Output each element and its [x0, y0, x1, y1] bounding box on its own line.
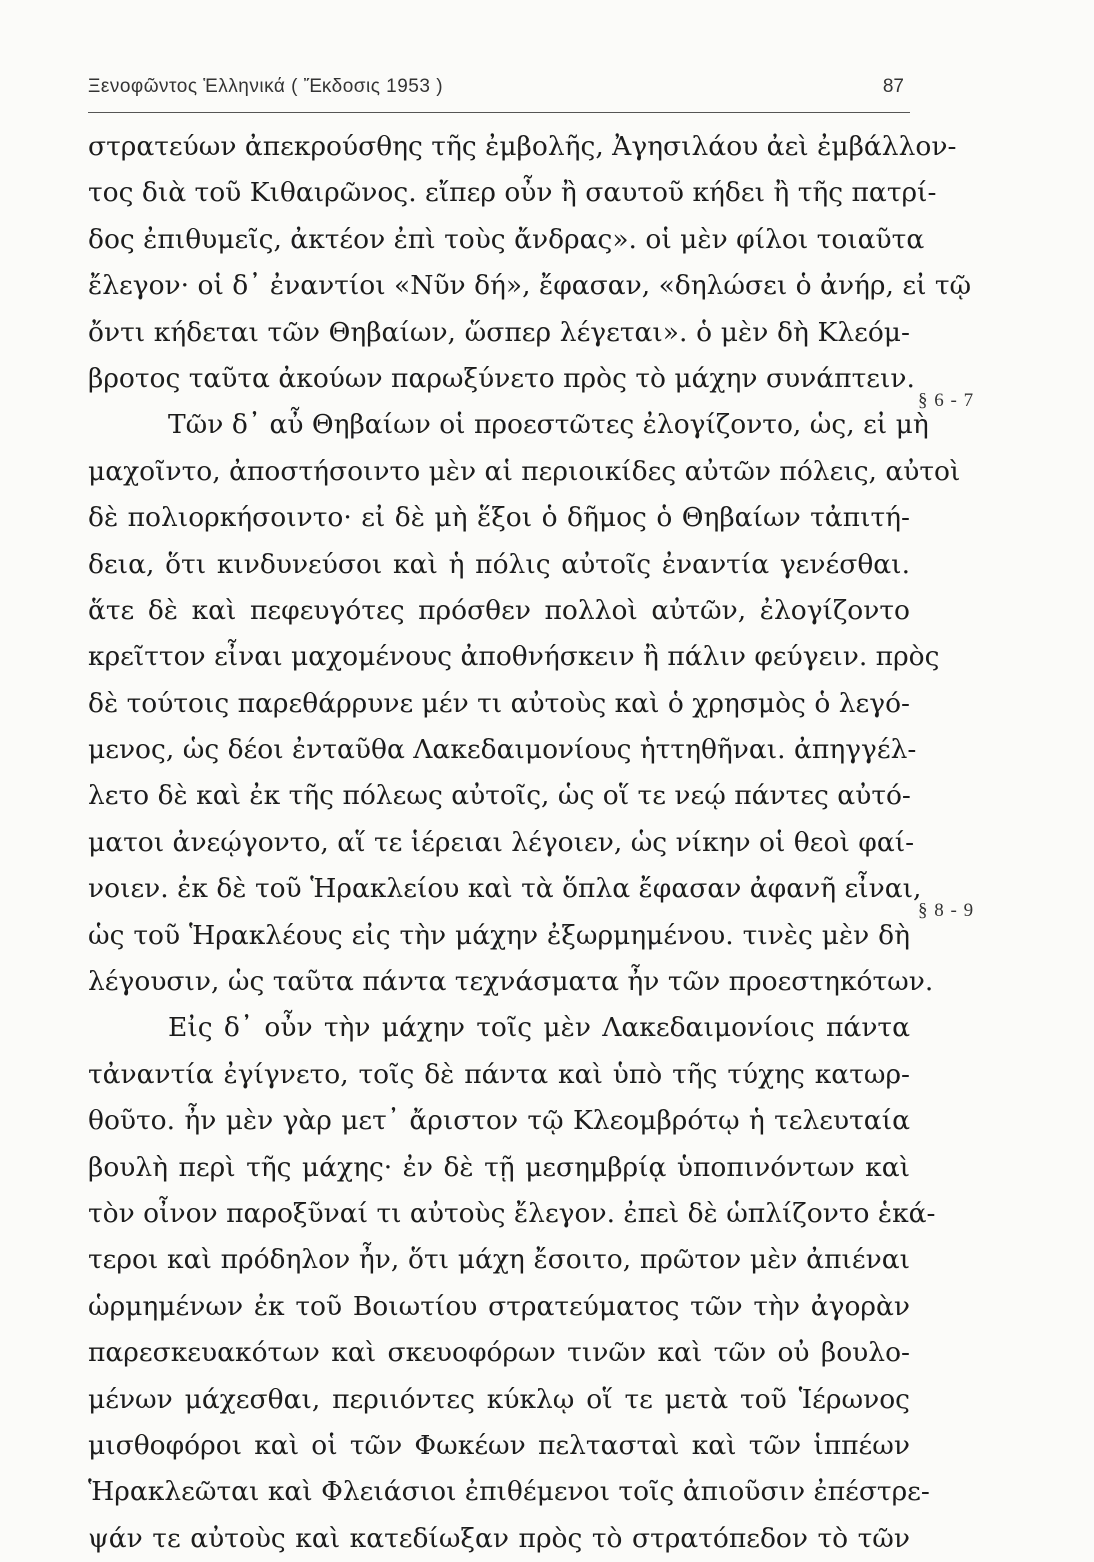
text-line: μενος, ὡς δέοι ἐνταῦθα Λακεδαιμονίους ἡττηθῆναι. ἀπηγγέλ- — [88, 734, 917, 766]
text-line: ὡρμημένων ἐκ τοῦ Βοιωτίου στρατεύματος τῶν τὴν ἀγορὰν — [88, 1290, 910, 1322]
text-line: βουλὴ περὶ τῆς μάχης· ἐν δὲ τῇ μεσημβρίᾳ ὑποπινόντων καὶ — [88, 1151, 910, 1183]
text-line: λετο δὲ καὶ ἐκ τῆς πόλεως αὐτοῖς, ὡς οἵ τε νεῴ πάντες αὐτό- — [88, 780, 911, 812]
page-number: 87 — [882, 76, 904, 97]
margin-section-note: § 8 - 9 — [918, 900, 975, 921]
text-line: στρατεύων ἀπεκρούσθης τῆς ἐμβολῆς, Ἀγησιλάου ἀεὶ ἐμβάλλον- — [88, 131, 957, 162]
text-line: τὸν οἶνον παροξῦναί τι αὐτοὺς ἔλεγον. ἐπεὶ δὲ ὡπλίζοντο ἑκά- — [88, 1197, 936, 1229]
text-line: βροτος ταῦτα ἀκούων παρωξύνετο πρὸς τὸ μάχην συνάπτειν. — [88, 362, 915, 394]
text-line: δος ἐπιθυμεῖς, ἀκτέον ἐπὶ τοὺς ἄνδρας». οἱ μὲν φίλοι τοιαῦτα — [88, 223, 925, 255]
text-line: Ἡρακλεῶται καὶ Φλειάσιοι ἐπιθέμενοι τοῖς ἀπιοῦσιν ἐπέστρε- — [88, 1476, 930, 1508]
text-line: μαχοῖντο, ἀποστήσοιντο μὲν αἱ περιοικίδες αὐτῶν πόλεις, αὐτοὶ — [88, 455, 961, 487]
text-line: δὲ πολιορκήσοιντο· εἰ δὲ μὴ ἕξοι ὁ δῆμος ὁ Θηβαίων τἀπιτή- — [88, 502, 910, 534]
text-line: μισθοφόροι καὶ οἱ τῶν Φωκέων πελτασταὶ καὶ τῶν ἱππέων — [88, 1429, 910, 1461]
margin-section-note: § 6 - 7 — [918, 390, 975, 411]
paragraph-start-line: Τῶν δ᾽ αὖ Θηβαίων οἱ προεστῶτες ἐλογίζοντο, ὡς, εἰ μὴ — [168, 409, 929, 441]
paragraph-start-line: Εἰς δ᾽ οὖν τὴν μάχην τοῖς μὲν Λακεδαιμονίοις πάντα — [168, 1012, 910, 1044]
text-line: θοῦτο. ἦν μὲν γὰρ μετ᾽ ἄριστον τῷ Κλεομβρότῳ ἡ τελευταία — [88, 1105, 910, 1137]
text-line: ἔλεγον· οἱ δ᾽ ἐναντίοι «Νῦν δή», ἔφασαν, «δηλώσει ὁ ἀνήρ, εἰ τῷ — [88, 270, 972, 302]
text-line: δεια, ὅτι κινδυνεύσοι καὶ ἡ πόλις αὐτοῖς ἐναντία γενέσθαι. — [88, 548, 910, 580]
text-line: τος διὰ τοῦ Κιθαιρῶνος. εἴπερ οὖν ἢ σαυτοῦ κήδει ἢ τῆς πατρί- — [88, 177, 937, 209]
text-line: μένων μάχεσθαι, περιιόντες κύκλῳ οἵ τε μετὰ τοῦ Ἱέρωνος — [88, 1383, 910, 1415]
text-line: ἅτε δὲ καὶ πεφευγότες πρόσθεν πολλοὶ αὐτῶν, ἐλογίζοντο — [88, 594, 910, 626]
text-line: δὲ τούτοις παρεθάρρυνε μέν τι αὐτοὺς καὶ ὁ χρησμὸς ὁ λεγό- — [88, 687, 910, 719]
running-header — [88, 72, 910, 113]
text-line: παρεσκευακότων καὶ σκευοφόρων τινῶν καὶ τῶν οὐ βουλο- — [88, 1337, 910, 1369]
text-line: ματοι ἀνεῴγοντο, αἵ τε ἱέρειαι λέγοιεν, ὡς νίκην οἱ θεοὶ φαί- — [88, 826, 915, 858]
text-line: ὡς τοῦ Ἡρακλέους εἰς τὴν μάχην ἐξωρμημένου. τινὲς μὲν δὴ — [88, 919, 910, 951]
text-line: λέγουσιν, ὡς ταῦτα πάντα τεχνάσματα ἦν τῶν προεστηκότων. — [88, 966, 934, 998]
header-title: Ξενοφῶντος Ἑλληνικά ( Ἔκδοσις 1953 ) — [88, 76, 444, 97]
text-line: ὄντι κήδεται τῶν Θηβαίων, ὥσπερ λέγεται». ὁ μὲν δὴ Κλεόμ- — [88, 316, 910, 348]
text-line: κρεῖττον εἶναι μαχομένους ἀποθνήσκειν ἢ πάλιν φεύγειν. πρὸς — [88, 641, 940, 673]
text-line: τεροι καὶ πρόδηλον ἦν, ὅτι μάχη ἔσοιτο, πρῶτον μὲν ἀπιέναι — [88, 1244, 910, 1276]
text-line: ψάν τε αὐτοὺς καὶ κατεδίωξαν πρὸς τὸ στρατόπεδον τὸ τῶν — [88, 1522, 910, 1554]
text-line: νοιεν. ἐκ δὲ τοῦ Ἡρακλείου καὶ τὰ ὅπλα ἔφασαν ἀφανῆ εἶναι, — [88, 873, 922, 905]
text-line: τἀναντία ἐγίγνετο, τοῖς δὲ πάντα καὶ ὑπὸ τῆς τύχης κατωρ- — [88, 1058, 910, 1090]
